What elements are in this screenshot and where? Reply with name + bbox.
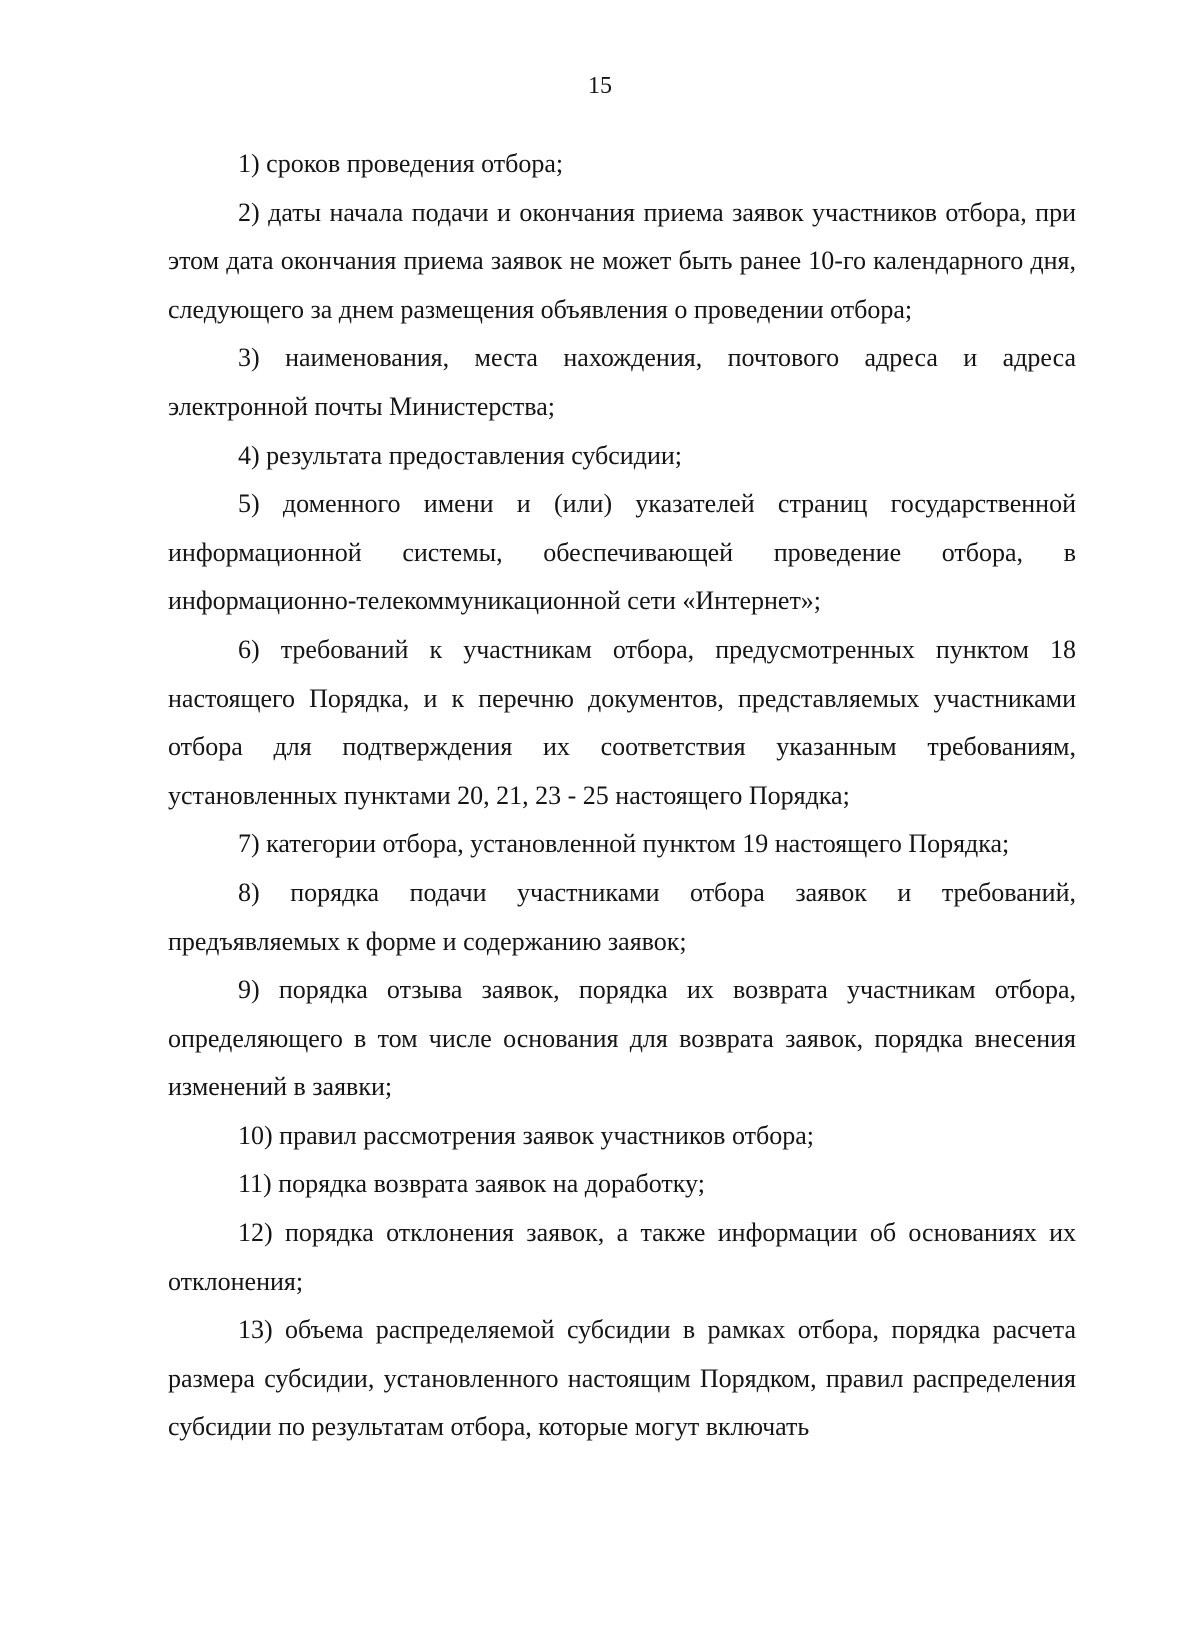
list-item-6: 6) требований к участникам отбора, предусмотренных пунктом 18 настоящего Порядка, и к перечню документов, представляемых участниками отбора для подтверждения их соответствия указанным требованиям, установленных пунктами 20, 21, 23 - 25 настоящего Порядка; (168, 634, 1076, 810)
list-item-9: 9) порядка отзыва заявок, порядка их возврата участникам отбора, определяющего в том числе основания для возврата заявок, порядка внесения изменений в заявки; (168, 975, 1076, 1102)
page-number: 15 (588, 73, 612, 99)
list-item-5: 5) доменного имени и (или) указателей страниц государственной информационной системы, обеспечивающей проведение отбора, в информационно-телекоммуникационной сети «Интернет»; (168, 489, 1076, 616)
list-item-3: 3) наименования, места нахождения, почтового адреса и адреса электронной почты Министерства; (168, 343, 1076, 421)
document-body (168, 140, 1076, 1452)
list-item-13: 13) объема распределяемой субсидии в рамках отбора, порядка расчета размера субсидии, установленного настоящим Порядком, правил распределения субсидии по результатам отбора, которые могут включать (168, 1315, 1076, 1442)
list-item-11: 11) порядка возврата заявок на доработку; (238, 1169, 705, 1199)
list-item-1: 1) сроков проведения отбора; (238, 149, 564, 178)
list-item-4: 4) результата предоставления субсидии; (238, 440, 683, 470)
list-item-12: 12) порядка отклонения заявок, а также информации об основаниях их отклонения; (168, 1218, 1076, 1296)
list-item-8: 8) порядка подачи участниками отбора заявок и требований, предъявляемых к форме и содержанию заявок; (168, 877, 1076, 956)
list-item-10: 10) правил рассмотрения заявок участников отбора; (238, 1120, 814, 1150)
list-item-7: 7) категории отбора, установленной пунктом 19 настоящего Порядка; (238, 829, 1010, 859)
list-item-2: 2) даты начала подачи и окончания приема заявок участников отбора, при этом дата окончания приема заявок не может быть ранее 10-го календарного дня, следующего за днем размещения объявления о проведении отбора; (168, 197, 1076, 324)
